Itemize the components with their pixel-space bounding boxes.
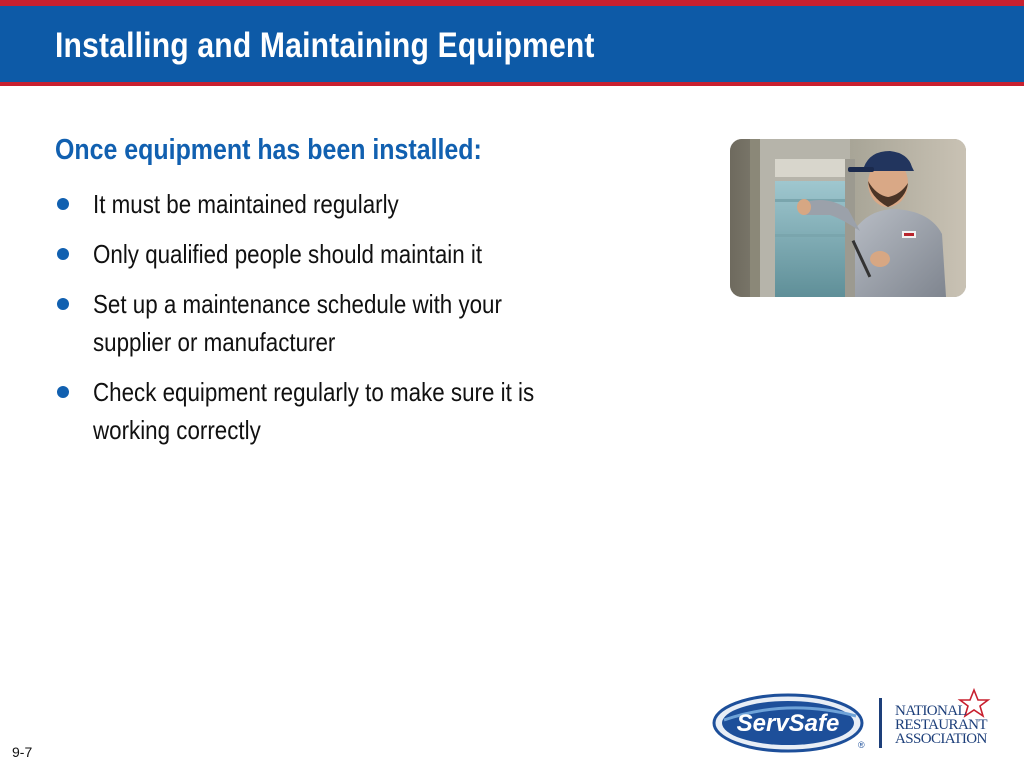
footer-logos (712, 686, 1012, 756)
subheading: Once equipment has been installed: (55, 134, 482, 166)
bullet-dot-icon (57, 198, 69, 210)
nra-line-2: RESTAURANT (895, 717, 987, 733)
technician-photo (730, 139, 966, 297)
bullet-item (55, 235, 653, 273)
technician-illustration (730, 139, 966, 297)
bullet-dot-icon (57, 248, 69, 260)
nra-line-3: ASSOCIATION (895, 731, 987, 747)
bullet-dot-icon (57, 386, 69, 398)
bullet-item (55, 285, 633, 361)
bullet-text: Only qualified people should maintain it (93, 239, 483, 269)
nra-logo-text (895, 704, 1015, 746)
bullet-item (55, 185, 653, 223)
bullet-text: It must be maintained regularly (93, 189, 399, 219)
slide-number: 9-7 (12, 744, 33, 760)
bullet-text: Set up a maintenance schedule with your supplier or manufacturer (93, 289, 502, 357)
svg-text:ServSafe: ServSafe (736, 710, 840, 737)
nra-line-1: NATIONAL (895, 703, 967, 719)
svg-text:®: ® (858, 740, 865, 750)
bullet-dot-icon (57, 298, 69, 310)
bullet-item (55, 373, 633, 449)
slide-title: Installing and Maintaining Equipment (55, 26, 595, 65)
title-bar (0, 0, 1024, 86)
bullet-text: Check equipment regularly to make sure it is working correctly (93, 377, 535, 445)
